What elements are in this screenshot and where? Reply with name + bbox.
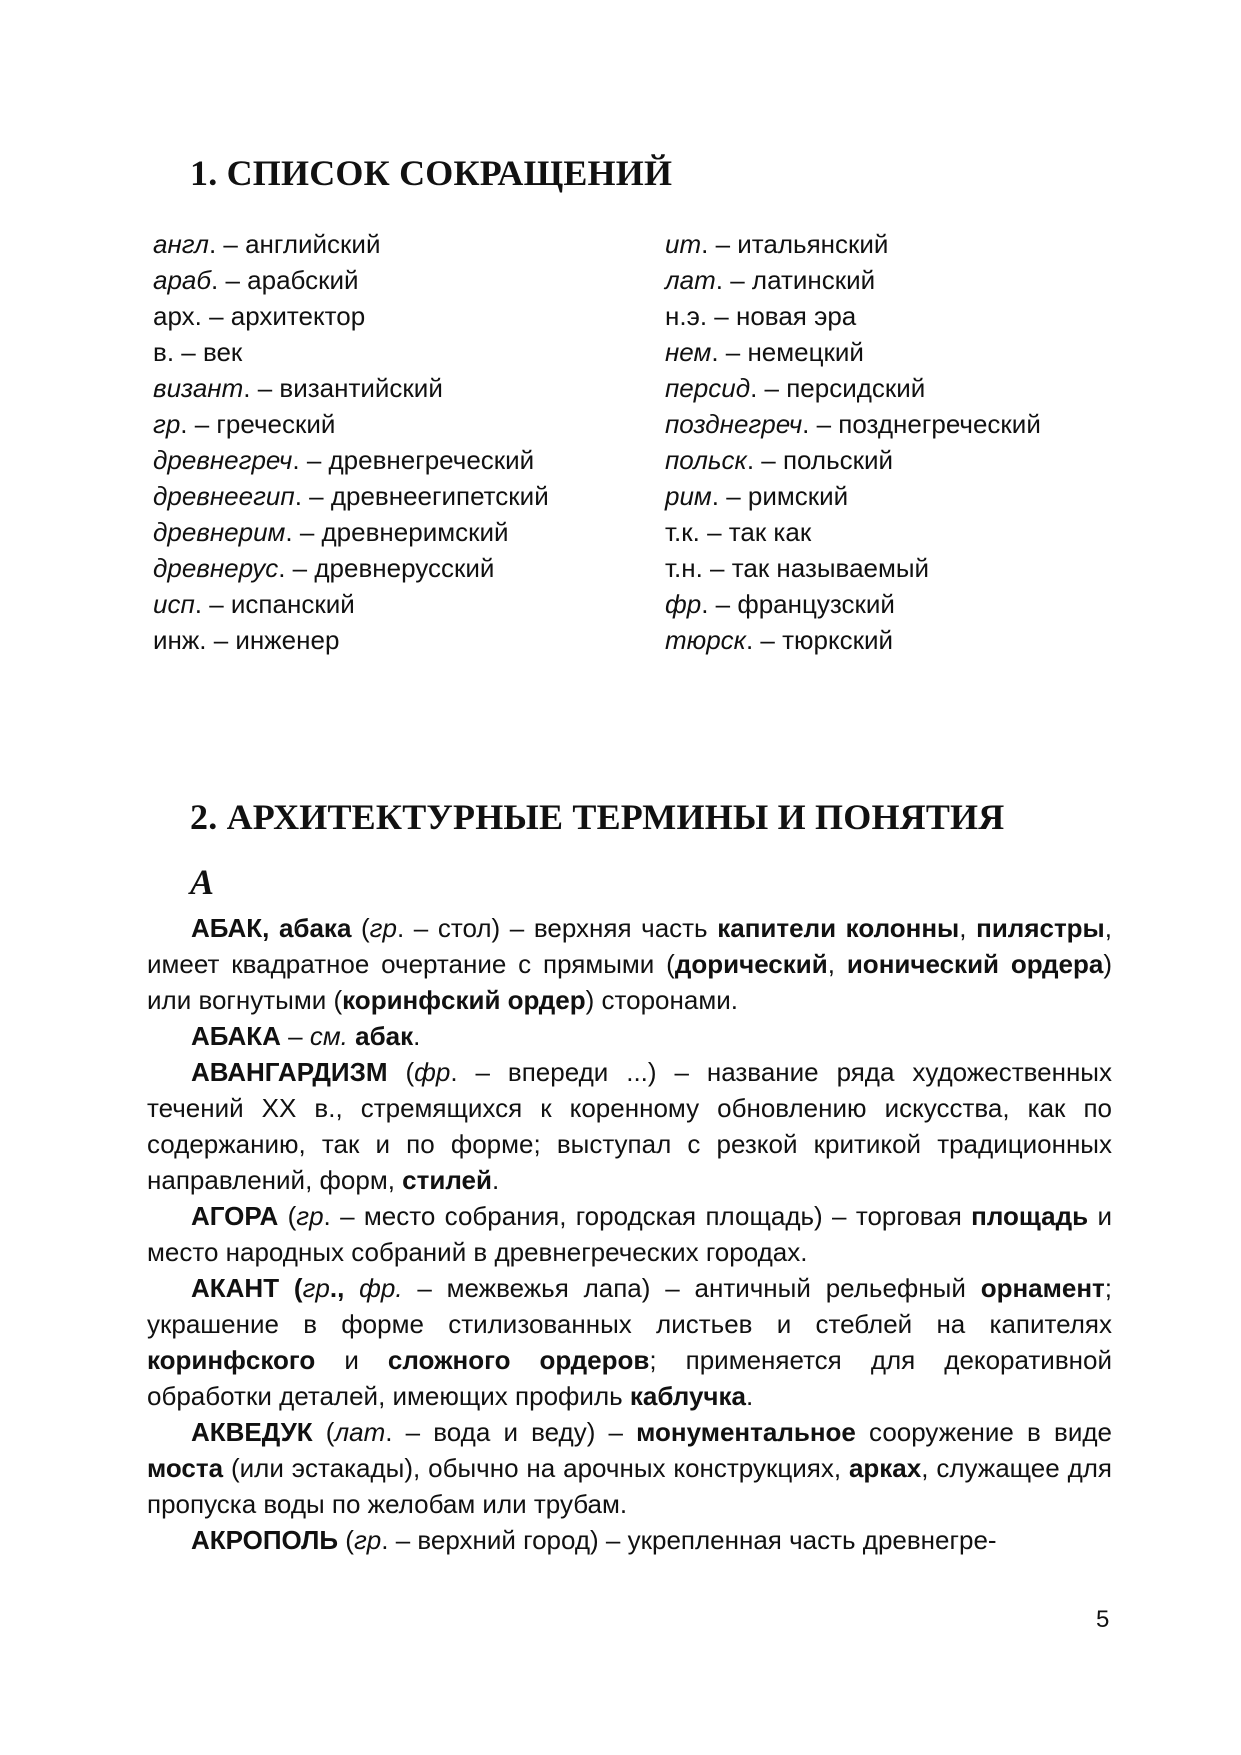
body-text: . xyxy=(413,1021,421,1051)
body-text: . – испанский xyxy=(194,589,355,619)
abbreviation-item xyxy=(153,514,549,550)
term-entry xyxy=(147,1522,1112,1558)
abbreviation-item xyxy=(665,478,1041,514)
italic-text: гр xyxy=(302,1273,330,1303)
italic-text: рим xyxy=(665,481,712,511)
term-entry xyxy=(147,1198,1112,1270)
italic-text: персид xyxy=(665,373,751,403)
body-text: . – древнерусский xyxy=(278,553,495,583)
body-text: ; украшение в форме стилизованных листьев и стеблей на капителях xyxy=(147,1273,1113,1339)
body-text: . – английский xyxy=(208,229,381,259)
body-text: . xyxy=(491,1165,500,1195)
body-text: . – древнеримский xyxy=(285,517,509,547)
abbreviation-item xyxy=(665,442,1041,478)
italic-text: фр xyxy=(665,589,702,619)
body-text xyxy=(344,1273,359,1303)
term-bold-text: АКВЕДУК xyxy=(191,1417,313,1447)
body-text: . – латинский xyxy=(715,265,876,295)
term-entry xyxy=(147,910,1112,1018)
italic-text: тюрск xyxy=(665,625,746,655)
abbreviation-item xyxy=(665,334,1041,370)
body-text: ( xyxy=(278,1201,297,1231)
body-text: и место народных собраний в древнегреческих городах. xyxy=(147,1201,1113,1267)
term-bold-text: монументальное xyxy=(636,1417,856,1447)
term-bold-text: абак xyxy=(355,1021,414,1051)
body-text: . – арабский xyxy=(211,265,359,295)
term-bold-text: АГОРА xyxy=(191,1201,279,1231)
body-text: арх. – архитектор xyxy=(153,301,366,331)
body-text: инж. – инженер xyxy=(153,625,340,655)
term-bold-text: коринфский ордер xyxy=(342,985,586,1015)
body-text: . – древнегреческий xyxy=(292,445,535,475)
term-bold-text: АВАНГАРДИЗМ xyxy=(191,1057,388,1087)
body-text: ( xyxy=(338,1525,354,1555)
body-text: т.н. – так называемый xyxy=(665,553,930,583)
body-text: ( xyxy=(387,1057,415,1087)
abbreviation-item xyxy=(665,262,1041,298)
abbreviations-list-right xyxy=(665,226,1041,658)
italic-text: англ xyxy=(153,229,209,259)
italic-text: позднегреч xyxy=(665,409,803,439)
term-entry xyxy=(147,1018,1112,1054)
body-text: ; применяется для декоративной обработки деталей, имеющих профиль xyxy=(147,1345,1112,1411)
italic-text: визант xyxy=(153,373,244,403)
italic-text: фр xyxy=(414,1057,451,1087)
term-entry xyxy=(147,1414,1112,1522)
body-text: , имеет квадратное очертание с прямыми ( xyxy=(147,913,1112,979)
abbreviation-item xyxy=(153,226,549,262)
term-bold-text: ., xyxy=(329,1273,345,1303)
term-entries xyxy=(147,910,1112,1558)
body-text: н.э. – новая эра xyxy=(665,301,857,331)
body-text: . – римский xyxy=(711,481,849,511)
body-text: . – польский xyxy=(746,445,894,475)
abbreviation-item xyxy=(665,226,1041,262)
body-text: . xyxy=(745,1381,754,1411)
term-bold-text: стилей xyxy=(402,1165,492,1195)
body-text: . – древнеегипетский xyxy=(294,481,549,511)
body-text: , xyxy=(959,913,977,943)
body-text: – межвежья лапа) – античный рельефный xyxy=(402,1273,981,1303)
abbreviation-item xyxy=(665,406,1041,442)
abbreviation-item xyxy=(665,622,1041,658)
body-text: . – позднегреческий xyxy=(802,409,1041,439)
italic-text: древнеегип xyxy=(153,481,295,511)
abbreviation-item xyxy=(153,550,549,586)
body-text: . – греческий xyxy=(180,409,336,439)
body-text: (или эстакады), обычно на арочных конструкциях, xyxy=(223,1453,849,1483)
term-bold-text: АБАК, абака xyxy=(191,913,352,943)
abbreviation-item xyxy=(153,262,549,298)
italic-text: исп xyxy=(153,589,195,619)
term-bold-text: ионический ордера xyxy=(846,949,1104,979)
body-text: . – французский xyxy=(701,589,895,619)
abbreviation-item xyxy=(665,550,1041,586)
abbreviation-item xyxy=(153,478,549,514)
term-bold-text: дорический xyxy=(674,949,828,979)
body-text: ) сторонами. xyxy=(585,985,738,1015)
body-text: . – византийский xyxy=(243,373,443,403)
abbreviation-item xyxy=(665,586,1041,622)
terms-heading: 2. АРХИТЕКТУРНЫЕ ТЕРМИНЫ И ПОНЯТИЯ xyxy=(190,797,1005,837)
italic-text: нем xyxy=(665,337,712,367)
italic-text: лат xyxy=(334,1417,386,1447)
term-bold-text: АКАНТ ( xyxy=(191,1273,303,1303)
body-text: , xyxy=(827,949,847,979)
body-text: . – впереди ...) – название ряда художественных течений XX в., стремящихся к коренному обновлению искусства, как по содержанию, так и по форме; выступал с резкой критикой традиционных направлений, форм, xyxy=(147,1057,1112,1195)
italic-text: лат xyxy=(665,265,716,295)
body-text: и xyxy=(315,1345,388,1375)
body-text: ( xyxy=(312,1417,335,1447)
abbreviation-item xyxy=(153,442,549,478)
abbreviation-item xyxy=(665,514,1041,550)
abbreviations-list-left xyxy=(153,226,549,658)
page-number: 5 xyxy=(1096,1606,1110,1633)
term-bold-text: орнамент xyxy=(980,1273,1105,1303)
body-text: . – место собрания, городская площадь) – торговая xyxy=(323,1201,972,1231)
body-text: сооружение в виде xyxy=(855,1417,1112,1447)
abbreviation-item xyxy=(153,298,549,334)
abbreviation-item xyxy=(665,370,1041,406)
abbreviation-item xyxy=(153,622,549,658)
italic-text: фр. xyxy=(359,1273,403,1303)
abbreviations-heading: 1. СПИСОК СОКРАЩЕНИЙ xyxy=(190,153,673,193)
body-text: . – немецкий xyxy=(711,337,864,367)
term-bold-text: арках xyxy=(848,1453,922,1483)
body-text: ( xyxy=(351,913,370,943)
body-text: . – верхний город) – укрепленная часть древнегре- xyxy=(381,1525,997,1555)
term-entry xyxy=(147,1054,1112,1198)
italic-text: араб xyxy=(153,265,212,295)
body-text: ) или вогнутыми ( xyxy=(147,949,1112,1015)
term-bold-text: сложного ордеров xyxy=(387,1345,650,1375)
italic-text: гр xyxy=(369,913,397,943)
body-text: . – стол) – верхняя часть xyxy=(396,913,718,943)
term-bold-text: моста xyxy=(147,1453,224,1483)
body-text: . – тюркский xyxy=(745,625,894,655)
term-bold-text: капители колонны xyxy=(717,913,960,943)
section-letter: А xyxy=(190,862,215,902)
italic-text: ит xyxy=(665,229,702,259)
italic-text: древнерус xyxy=(153,553,279,583)
abbreviation-item xyxy=(665,298,1041,334)
term-bold-text: пилястры xyxy=(976,913,1105,943)
italic-text: гр xyxy=(296,1201,324,1231)
italic-text: гр xyxy=(353,1525,382,1555)
body-text: . – персидский xyxy=(750,373,926,403)
term-bold-text: АКРОПОЛЬ xyxy=(191,1525,339,1555)
italic-text: гр xyxy=(153,409,181,439)
italic-text: древнерим xyxy=(153,517,286,547)
italic-text: древнегреч xyxy=(153,445,293,475)
body-text: , служащее для пропуска воды по желобам или трубам. xyxy=(147,1453,1112,1519)
body-text: – xyxy=(280,1021,310,1051)
body-text: т.к. – так как xyxy=(665,517,812,547)
body-text: в. – век xyxy=(153,337,243,367)
term-bold-text: площадь xyxy=(971,1201,1089,1231)
term-bold-text: АБАКА xyxy=(191,1021,281,1051)
body-text: . – итальянский xyxy=(701,229,889,259)
term-bold-text: коринфского xyxy=(147,1345,316,1375)
abbreviation-item xyxy=(153,406,549,442)
italic-text: польск xyxy=(665,445,747,475)
body-text: . – вода и веду) – xyxy=(385,1417,637,1447)
abbreviation-item xyxy=(153,334,549,370)
italic-text: см. xyxy=(309,1021,348,1051)
term-entry xyxy=(147,1270,1112,1414)
abbreviation-item xyxy=(153,586,549,622)
term-bold-text: каблучка xyxy=(629,1381,746,1411)
abbreviation-item xyxy=(153,370,549,406)
